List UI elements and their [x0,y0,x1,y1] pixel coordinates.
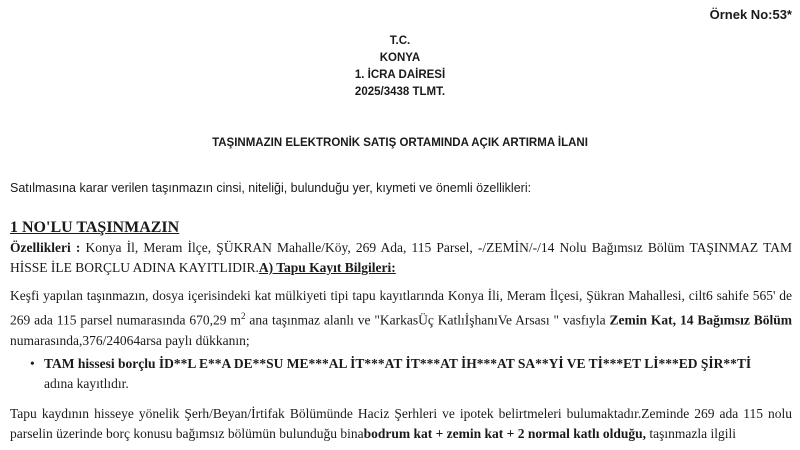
sample-number: Örnek No:53* [709,7,792,22]
announcement-title: TAŞINMAZIN ELEKTRONİK SATIŞ ORTAMINDA AÇIK ARTIRMA İLANI [212,137,588,149]
annotations-text-a: Tapu kaydının hisseye yönelik Şerh/Beyan/İrtifak Bölümünde Haciz Şerhleri ve ipotek belirtmeleri bulumaktadır.Zeminde 269 ada 115 nolu parselin üzerinde borç konusu bağımsız bölümün bulunduğu bina [10,406,792,441]
annotations-paragraph [10,404,792,444]
section-heading: 1 NO'LU TAŞINMAZIN [10,219,180,236]
owner-share-text: TAM hissesi borçlu İD**L E**A DE**SU ME***AL İT***AT İT***AT İH***AT SA**Yİ VE Tİ***ET Lİ***ED ŞİR**Tİ [44,356,752,371]
owner-registered-text: adına kayıtlıdır. [44,376,129,391]
annotations-text-b: taşınmazla ilgili [645,426,736,441]
header-file-number: 2025/3438 TLMT. [354,86,446,98]
header-city: KONYA [379,52,421,64]
survey-paragraph [10,286,792,351]
area-superscript: 2 [240,311,246,321]
header-tc: T.C. [389,35,411,47]
features-label: Özellikleri : [10,240,81,255]
building-floors-text: bodrum kat + zemin kat + 2 normal katlı olduğu, [363,426,646,441]
deed-info-heading: A) Tapu Kayıt Bilgileri: [258,260,396,275]
bullet-dot-icon: • [30,356,35,371]
unit-description: Zemin Kat, 14 Bağımsız Bölüm [609,312,792,328]
survey-text-c: numarasında,376/24064arsa paylı dükkanın; [10,332,250,348]
header-office: 1. İCRA DAİRESİ [354,69,446,81]
survey-text-b: ana taşınmaz alanlı ve "KarkasÜç KatlıİşhanıVe Arsası " vasfıyla [245,312,610,328]
intro-text: Satılmasına karar verilen taşınmazın cinsi, niteliği, bulunduğu yer, kıymeti ve önemli özellikleri: [10,181,532,195]
features-text: Konya İl, Meram İlçe, ŞÜKRAN Mahalle/Köy, 269 Ada, 115 Parsel, -/ZEMİN/-/14 Nolu Bağımsız Bölüm TAŞINMAZ TAM HİSSE İLE BORÇLU ADINA KAYITLIDIR. [10,240,792,275]
features-paragraph [10,238,792,278]
survey-text-a: Keşfi yapılan taşınmazın, dosya içerisindeki kat mülkiyeti tipi tapu kayıtlarında Konya İli, Meram İlçesi, Şükran Mahallesi, cilt6 sahife 565' de 269 ada 115 parsel numarasında 670,29 m [10,288,792,328]
